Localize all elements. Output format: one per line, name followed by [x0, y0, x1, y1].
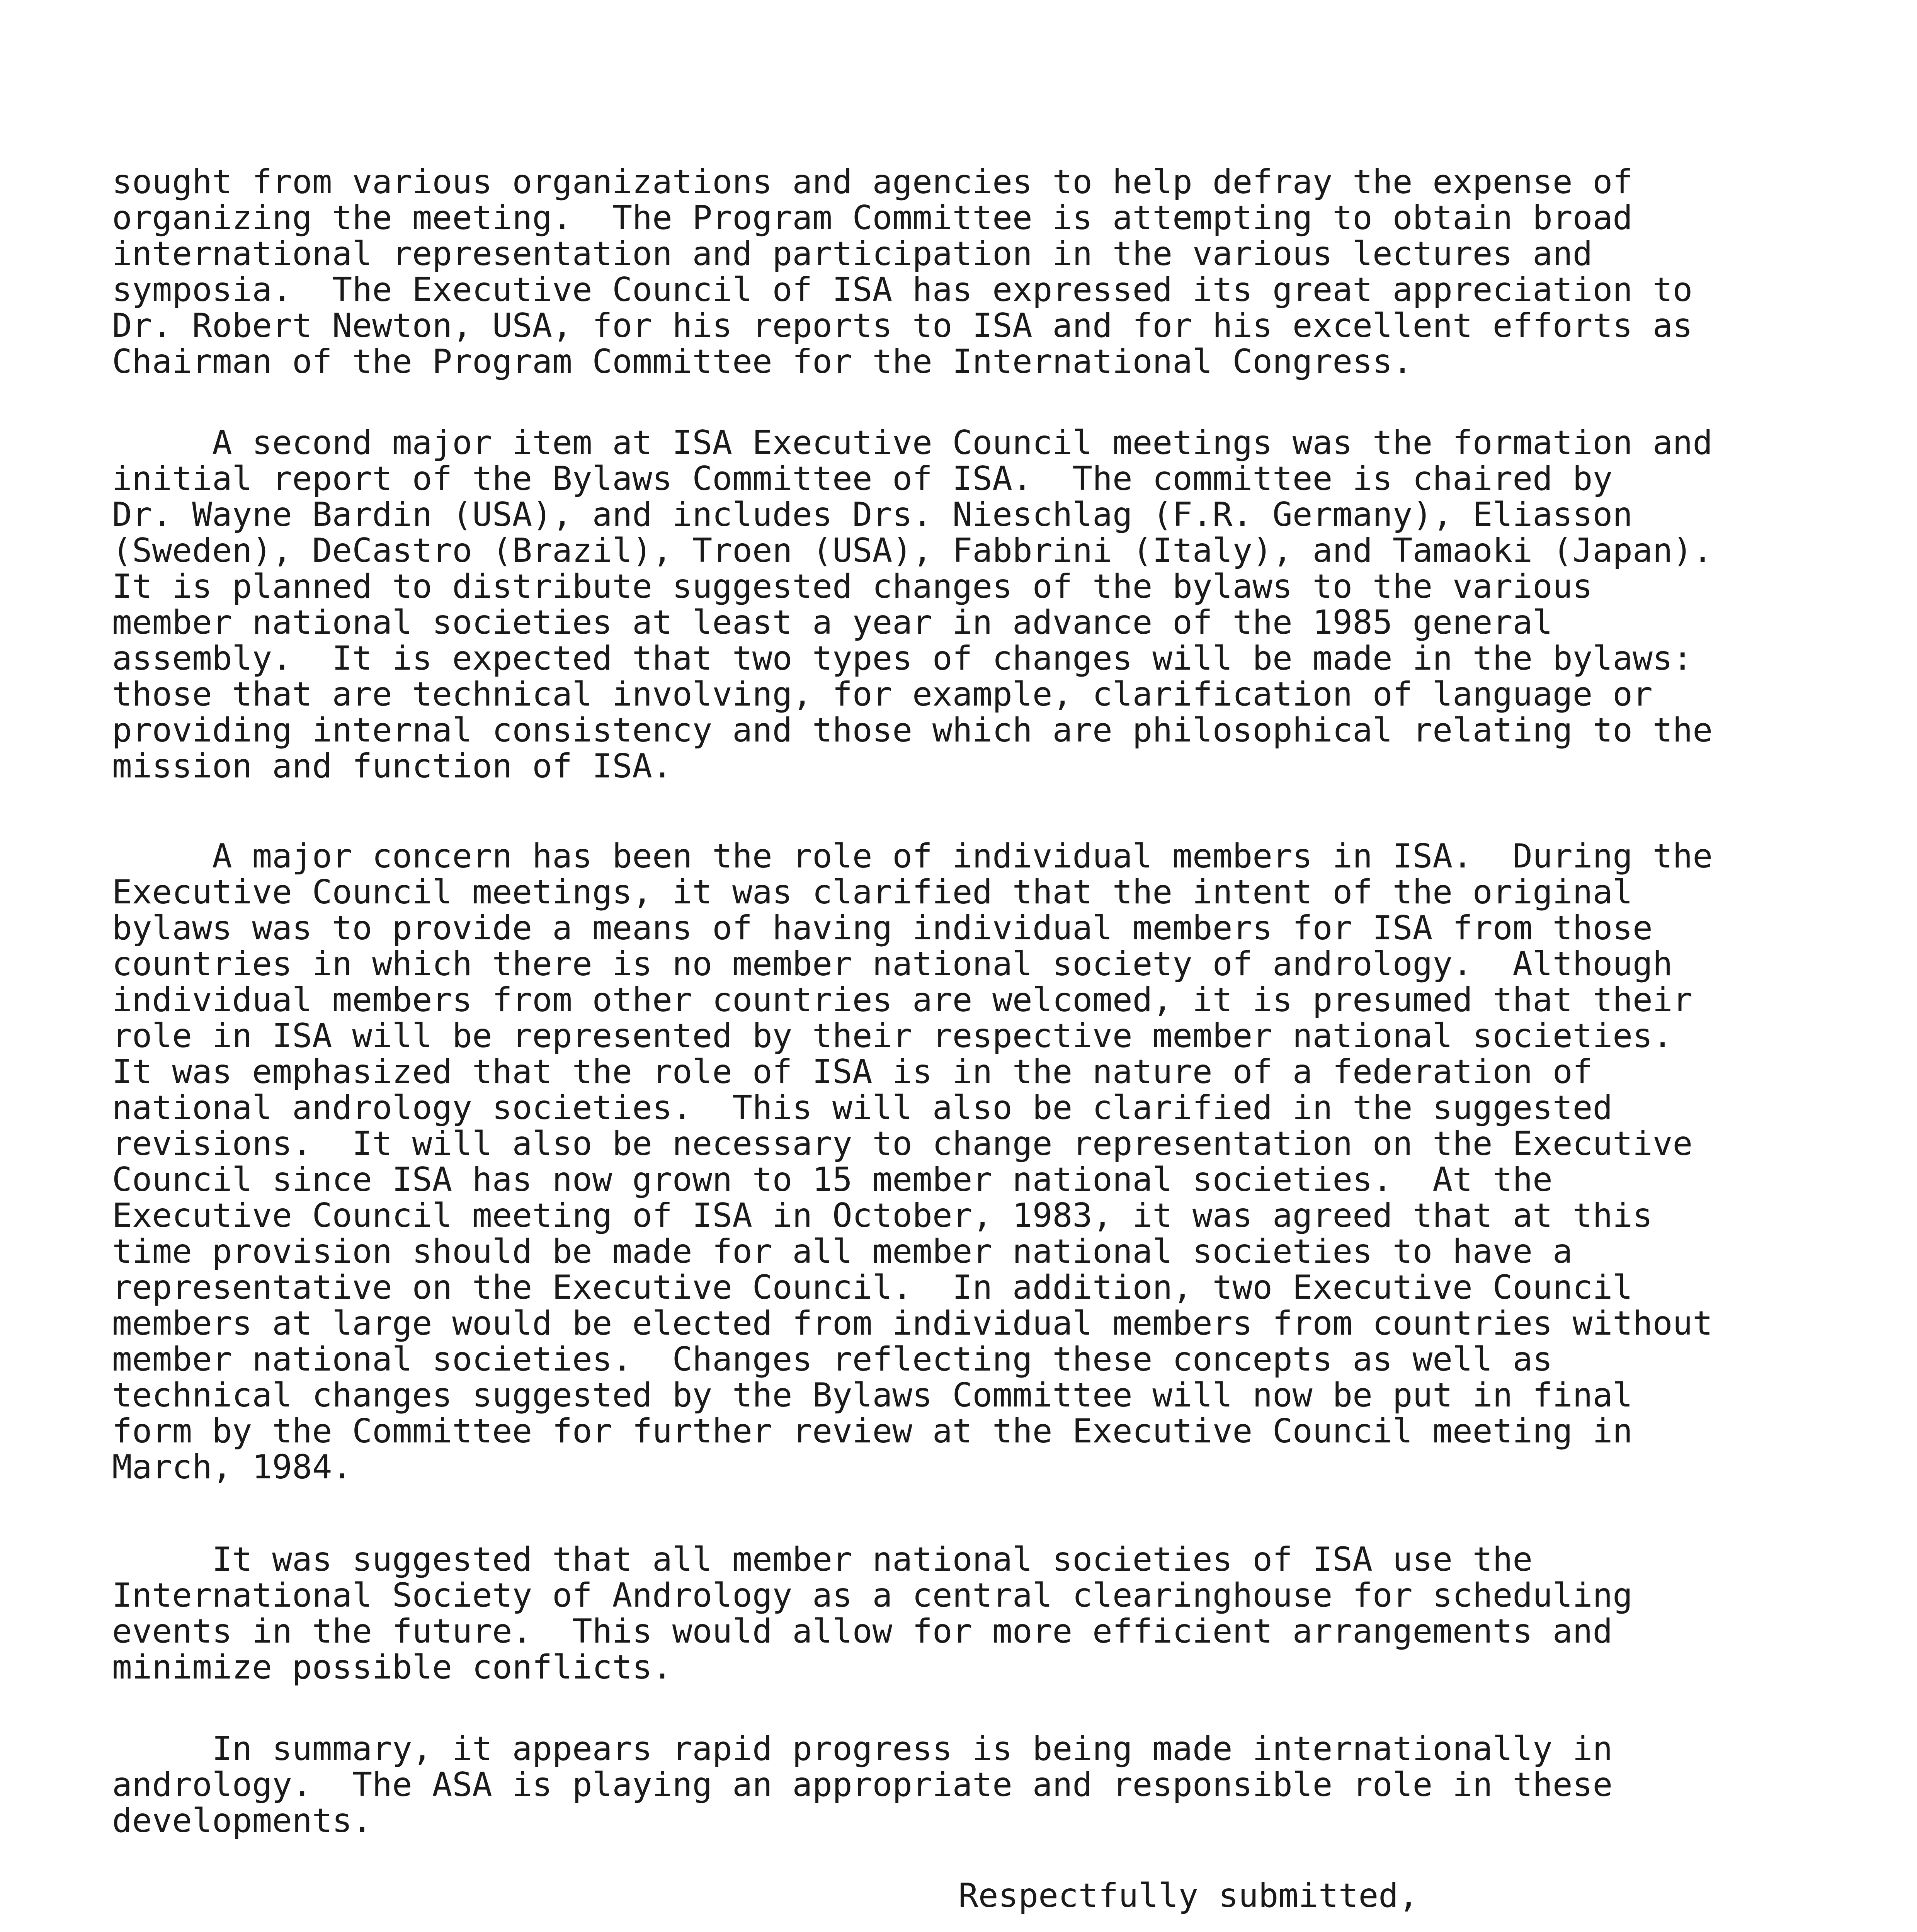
text-line: March, 1984. [112, 1448, 352, 1486]
text-line: revisions. It will also be necessary to change representation on the Executive [112, 1124, 1693, 1163]
text-line: It was suggested that all member national societies of ISA use the [112, 1540, 1533, 1579]
text-line: A second major item at ISA Executive Council meetings was the formation and [112, 423, 1713, 462]
text-line: symposia. The Executive Council of ISA has expressed its great appreciation to [112, 270, 1693, 309]
text-line: assembly. It is expected that two types of changes will be made in the bylaws: [112, 639, 1693, 678]
text-line: bylaws was to provide a means of having individual members for ISA from those [112, 909, 1653, 947]
text-line: representative on the Executive Council. In addition, two Executive Council [112, 1268, 1633, 1307]
text-line: Executive Council meetings, it was clarified that the intent of the original [112, 873, 1633, 912]
text-line: member national societies at least a year in advance of the 1985 general [112, 603, 1553, 642]
text-line: minimize possible conflicts. [112, 1648, 672, 1687]
text-line: In summary, it appears rapid progress is being made internationally in [112, 1730, 1613, 1768]
text-line: international representation and participation in the various lectures and [112, 235, 1593, 273]
text-line: Chairman of the Program Committee for the International Congress. [112, 342, 1413, 381]
text-line: It is planned to distribute suggested changes of the bylaws to the various [112, 567, 1593, 606]
text-line: individual members from other countries are welcomed, it is presumed that their [112, 981, 1693, 1019]
text-line: (Sweden), DeCastro (Brazil), Troen (USA), Fabbrini (Italy), and Tamaoki (Japan). [112, 531, 1713, 570]
handwritten-signature [954, 1917, 1526, 1932]
text-line: A major concern has been the role of individual members in ISA. During the [112, 837, 1713, 876]
text-line: time provision should be made for all member national societies to have a [112, 1232, 1573, 1271]
text-line: organizing the meeting. The Program Committee is attempting to obtain broad [112, 199, 1633, 237]
text-line: andrology. The ASA is playing an appropriate and responsible role in these [112, 1765, 1613, 1804]
text-line: providing internal consistency and those which are philosophical relating to the [112, 711, 1713, 750]
text-line: Dr. Robert Newton, USA, for his reports to ISA and for his excellent efforts as [112, 306, 1693, 345]
text-line: sought from various organizations and agencies to help defray the expense of [112, 163, 1633, 201]
closing-salutation: Respectfully submitted, [958, 1876, 1419, 1915]
text-line: role in ISA will be represented by their respective member national societies. [112, 1017, 1673, 1055]
text-line: member national societies. Changes reflecting these concepts as well as [112, 1340, 1553, 1379]
text-line: those that are technical involving, for example, clarification of language or [112, 675, 1653, 714]
text-line: members at large would be elected from individual members from countries without [112, 1304, 1713, 1343]
text-line: Executive Council meeting of ISA in October, 1983, it was agreed that at this [112, 1196, 1653, 1235]
text-line: It was emphasized that the role of ISA is in the nature of a federation of [112, 1053, 1593, 1091]
text-line: national andrology societies. This will also be clarified in the suggested [112, 1088, 1613, 1127]
text-line: Dr. Wayne Bardin (USA), and includes Drs. Nieschlag (F.R. Germany), Eliasson [112, 495, 1633, 534]
text-line: mission and function of ISA. [112, 747, 672, 786]
text-line: Council since ISA has now grown to 15 member national societies. At the [112, 1160, 1553, 1199]
text-line: countries in which there is no member national society of andrology. Although [112, 945, 1673, 983]
text-line: technical changes suggested by the Bylaws Committee will now be put in final [112, 1376, 1633, 1415]
text-line: events in the future. This would allow for more efficient arrangements and [112, 1612, 1613, 1651]
text-line: developments. [112, 1801, 373, 1840]
text-line: form by the Committee for further review at the Executive Council meeting in [112, 1412, 1633, 1451]
text-line: initial report of the Bylaws Committee of ISA. The committee is chaired by [112, 459, 1613, 498]
text-line: International Society of Andrology as a central clearinghouse for scheduling [112, 1576, 1633, 1615]
